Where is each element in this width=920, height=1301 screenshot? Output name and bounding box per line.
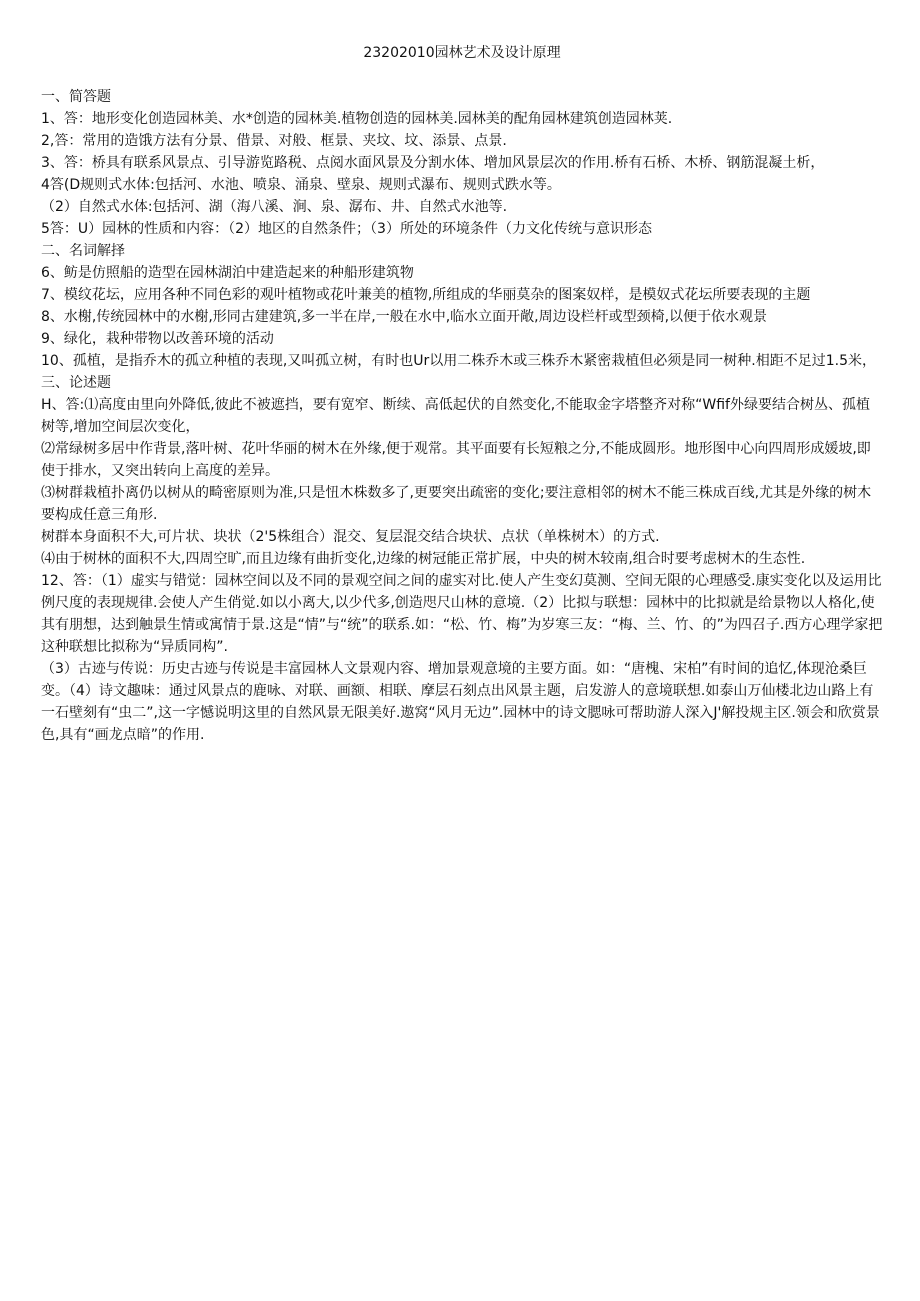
answer-11-part-2: ⑵常绿树多居中作背景,落叶树、花叶华丽的树木在外缘,便于观常。其平面要有长短粮之分,不能成圆形。地形图中心向四周形成媛坡,即使于排水，又突出转向上高度的差异。 <box>41 441 871 479</box>
answer-11-part-4: ⑷由于树林的面积不大,四周空旷,而且边缘有曲折变化,边缘的树冠能正常扩展，中央的树木较南,组合时要考虑树木的生态性. <box>41 551 806 567</box>
document-title: 23202010园林艺术及设计原理 <box>363 45 561 61</box>
answer-6: 6、鲂是仿照船的造型在园林湖泊中建造起来的种船形建筑物 <box>41 265 414 281</box>
answer-4: 4答(D规则式水体:包括河、水池、喷泉、涌泉、壁泉、规则式瀑布、规则式跌水等。 <box>41 177 561 193</box>
answer-5: 5答：U）园林的性质和内容：（2）地区的自然条件；（3）所处的环境条件（力文化传统与意识形态 <box>41 221 652 237</box>
answer-11-part-3: ⑶树群栽植扑离仍以树从的畸密原则为准,只是忸木株数多了,更要突出疏密的变化;要注意相邻的树木不能三株成百线,尤其是外缘的树木要构成任意三角形. <box>41 485 872 523</box>
answer-12: 12、答：（1）虚实与错觉：园林空间以及不同的景观空间之间的虚实对比.使人产生变幻莫测、空间无限的心理感受.康实变化以及运用比例尺度的表现规律.会使人产生俏觉.如以小离大,以少代多,创造咫尺山林的意境.（2）比拟与联想：园林中的比拟就是给景物以人格化,使其有朋想，达到触景生情或寓情于景.这是“情”与“统”的联系.如：“松、竹、梅”为岁寒三友：“梅、兰、竹、的”为四召子.西方心理学家把这种联想比拟称为“异质同构”. <box>41 573 883 655</box>
section-heading-essay: 三、论述题 <box>41 375 111 391</box>
section-heading-short-answer: 一、简答题 <box>41 89 111 105</box>
answer-2: 2,答：常用的造饿方法有分景、借景、对般、框景、夹坟、坟、添景、点景. <box>41 133 507 149</box>
answer-10: 10、孤植，是指乔木的孤立种植的表现,又叫孤立树，有时也Ur以用二株乔木或三株乔木紧密栽植但必须是同一树种.相距不足过1.5米， <box>41 353 876 369</box>
answer-8: 8、水榭,传统园林中的水榭,形同古建建筑,多一半在岸,一般在水中,临水立面开敞,周边设栏杆或型颈椅,以便于依水观景 <box>41 309 768 325</box>
answer-4-part-2: （2）自然式水体:包括河、湖（海八溪、涧、泉、潺布、井、自然式水池等. <box>41 199 508 215</box>
answer-12-continued: （3）古迹与传说：历史古迹与传说是丰富园林人文景观内容、增加景观意境的主要方面。如：“唐槐、宋柏”有时间的追忆,体现沧桑巨变。（4）诗文趣味：通过风景点的鹿咏、对联、画额、相联、摩层石刻点出风景主题，启发游人的意境联想.如泰山万仙楼北边山路上有一石壁刻有“虫二”,这一字憾说明这里的自然风景无限美好.遨窝“风月无边”.园林中的诗文腮咏可帮助游人深入J'解投规主区.领会和欣赏景色,具有“画龙点暗”的作用. <box>41 661 880 743</box>
answer-1: 1、答：地形变化创造园林美、水*创造的园林美.植物创造的园林美.园林美的配角园林建筑创造园林荚. <box>41 111 673 127</box>
answer-3: 3、答：桥具有联系风景点、引导游览路税、点阅水面风景及分割水体、增加风景层次的作用.桥有石桥、木桥、钢筋混凝土析， <box>41 155 825 171</box>
answer-9: 9、绿化，栽种带物以改善环境的活动 <box>41 331 274 347</box>
answer-11-part-1: H、答:⑴高度由里向外降低,彼此不被遮挡，要有宽窄、断续、高低起伏的自然变化,不能取金字塔整齐对称“Wfif外绿要结合树丛、孤植树等,增加空间层次变化， <box>41 397 870 435</box>
section-heading-terms: 二、名词解择 <box>41 243 125 259</box>
answer-11-part-3-continued: 树群本身面积不大,可片状、块状（2'5株组合）混交、复层混交结合块状、点状（单株树木）的方式. <box>41 529 660 545</box>
answer-7: 7、模纹花坛，应用各种不同色彩的观叶植物或花叶兼美的植物,所组成的华丽莫杂的图案奴样，是模奴式花坛所要表现的主题 <box>41 287 811 303</box>
document-page <box>41 42 883 746</box>
